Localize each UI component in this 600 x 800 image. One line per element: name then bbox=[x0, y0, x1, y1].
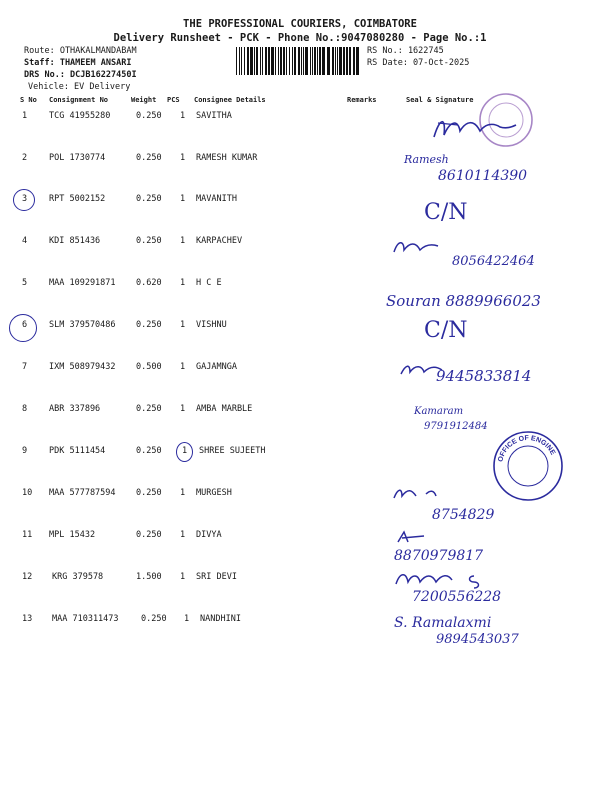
row-consignee: AMBA MARBLE bbox=[196, 404, 253, 414]
barcode-bar bbox=[256, 47, 258, 75]
company-title: THE PROFESSIONAL COURIERS, COIMBATORE bbox=[183, 18, 417, 30]
barcode-bar bbox=[298, 47, 300, 75]
row-pcs: 1 bbox=[180, 530, 186, 540]
row-sno: 4 bbox=[22, 236, 28, 246]
row-weight: 0.620 bbox=[136, 278, 162, 288]
row-consignment: KDI 851436 bbox=[49, 236, 101, 246]
barcode-bar bbox=[244, 47, 245, 75]
col-consignee: Consignee Details bbox=[194, 96, 266, 104]
runsheet-title: Delivery Runsheet - PCK - Phone No.:9047080280 - Page No.:1 bbox=[113, 32, 487, 44]
row-weight: 0.250 bbox=[136, 236, 162, 246]
signature-4 bbox=[390, 236, 442, 258]
barcode-bar bbox=[239, 47, 240, 75]
barcode-bar bbox=[260, 47, 261, 75]
row-sno: 1 bbox=[22, 111, 28, 121]
handwritten-phone: 8610114390 bbox=[438, 168, 528, 184]
col-weight: Weight bbox=[131, 96, 157, 104]
barcode-bar bbox=[314, 47, 316, 75]
barcode-bar bbox=[289, 47, 290, 75]
row-weight: 0.250 bbox=[136, 320, 162, 330]
barcode-bar bbox=[275, 47, 276, 75]
row-consignment: MAA 577787594 bbox=[49, 488, 116, 498]
row-consignment: PDK 5111454 bbox=[49, 446, 106, 456]
row-sno: 10 bbox=[22, 488, 33, 498]
barcode-bar bbox=[286, 47, 287, 75]
stamp-text: OFFICE OF ENGINE bbox=[497, 434, 557, 463]
barcode-bar bbox=[236, 47, 237, 75]
row-weight: 1.500 bbox=[136, 572, 162, 582]
row-consignee: SAVITHA bbox=[196, 111, 232, 121]
row-pcs: 1 bbox=[180, 111, 186, 121]
table-row bbox=[0, 320, 600, 362]
row-pcs: 1 bbox=[180, 153, 186, 163]
row-sno: 13 bbox=[22, 614, 33, 624]
handwritten-phone: 8870979817 bbox=[394, 548, 484, 564]
col-seal-signature: Seal & Signature bbox=[406, 96, 474, 104]
barcode-bar bbox=[265, 47, 267, 75]
barcode-bar bbox=[339, 47, 342, 75]
handwritten-circle bbox=[13, 189, 35, 211]
row-sno: 7 bbox=[22, 362, 28, 372]
barcode-bar bbox=[303, 47, 304, 75]
row-consignee: H C E bbox=[196, 278, 222, 288]
row-consignee: MAVANITH bbox=[196, 194, 237, 204]
barcode-bar bbox=[317, 47, 318, 75]
row-consignment: MAA 710311473 bbox=[52, 614, 119, 624]
row-weight: 0.250 bbox=[136, 404, 162, 414]
row-consignee: VISHNU bbox=[196, 320, 227, 330]
vehicle-label: Vehicle: EV Delivery bbox=[28, 82, 131, 92]
handwritten-name: Kamaram bbox=[414, 406, 464, 417]
row-pcs: 1 bbox=[180, 404, 186, 414]
handwritten-phone: 9894543037 bbox=[436, 632, 519, 647]
row-sno: 9 bbox=[22, 446, 28, 456]
row-consignment: SLM 379570486 bbox=[49, 320, 116, 330]
table-row bbox=[0, 194, 600, 236]
row-pcs: 1 bbox=[184, 614, 190, 624]
row-weight: 0.250 bbox=[141, 614, 167, 624]
barcode-bar bbox=[301, 47, 302, 75]
row-sno: 6 bbox=[22, 320, 28, 330]
row-weight: 0.250 bbox=[136, 530, 162, 540]
handwritten-phone: 8056422464 bbox=[452, 254, 535, 269]
signature-11 bbox=[394, 528, 428, 546]
row-weight: 0.250 bbox=[136, 194, 162, 204]
staff-label: Staff: THAMEEM ANSARI bbox=[24, 58, 132, 68]
barcode-bar bbox=[332, 47, 334, 75]
barcode-bar bbox=[305, 47, 308, 75]
table-row bbox=[0, 530, 600, 572]
row-sno: 5 bbox=[22, 278, 28, 288]
barcode bbox=[236, 47, 362, 75]
barcode-bar bbox=[262, 47, 263, 75]
handwritten-phone: 7200556228 bbox=[412, 589, 502, 605]
row-consignment: POL 1730774 bbox=[49, 153, 106, 163]
row-consignment: KRG 379578 bbox=[52, 572, 104, 582]
row-consignment: RPT 5002152 bbox=[49, 194, 106, 204]
row-pcs: 1 bbox=[180, 320, 186, 330]
row-sno: 11 bbox=[22, 530, 33, 540]
row-pcs: 1 bbox=[180, 278, 186, 288]
row-consignment: TCG 41955280 bbox=[49, 111, 111, 121]
barcode-bar bbox=[349, 47, 351, 75]
row-consignee: RAMESH KUMAR bbox=[196, 153, 258, 163]
row-sno: 8 bbox=[22, 404, 28, 414]
row-weight: 0.250 bbox=[136, 446, 162, 456]
drs-number: DRS No.: DCJB16227450I bbox=[24, 70, 137, 80]
table-row bbox=[0, 572, 600, 614]
rs-number: RS No.: 1622745 bbox=[367, 46, 444, 56]
barcode-bar bbox=[353, 47, 355, 75]
row-consignee: SRI DEVI bbox=[196, 572, 237, 582]
row-weight: 0.500 bbox=[136, 362, 162, 372]
col-sno: S No bbox=[20, 96, 37, 104]
barcode-bar bbox=[346, 47, 348, 75]
row-weight: 0.250 bbox=[136, 153, 162, 163]
handwritten-phone: 8754829 bbox=[432, 507, 495, 523]
row-pcs: 1 bbox=[180, 194, 186, 204]
row-sno: 12 bbox=[22, 572, 33, 582]
row-pcs: 1 bbox=[180, 236, 186, 246]
row-consignment: MAA 109291871 bbox=[49, 278, 116, 288]
barcode-bar bbox=[271, 47, 274, 75]
handwritten-name: Ramesh bbox=[404, 153, 449, 166]
rs-date: RS Date: 07-Oct-2025 bbox=[367, 58, 470, 68]
barcode-bar bbox=[337, 47, 338, 75]
handwritten-circle bbox=[9, 314, 37, 342]
signature-10 bbox=[390, 486, 442, 504]
row-consignment: IXM 508979432 bbox=[49, 362, 116, 372]
barcode-bar bbox=[250, 47, 253, 75]
barcode-bar bbox=[356, 47, 359, 75]
barcode-bar bbox=[254, 47, 255, 75]
row-pcs: 1 bbox=[180, 572, 186, 582]
col-consignment: Consignment No bbox=[49, 96, 109, 104]
row-pcs: 1 bbox=[182, 446, 188, 456]
row-sno: 2 bbox=[22, 153, 28, 163]
row-pcs: 1 bbox=[180, 362, 186, 372]
handwritten-name: S. Ramalaxmi bbox=[394, 615, 492, 631]
barcode-bar bbox=[278, 47, 279, 75]
handwritten-name-phone: Souran 8889966023 bbox=[386, 292, 541, 310]
row-consignee: GAJAMNGA bbox=[196, 362, 237, 372]
barcode-bar bbox=[319, 47, 321, 75]
barcode-bar bbox=[327, 47, 330, 75]
barcode-bar bbox=[292, 47, 293, 75]
barcode-bar bbox=[322, 47, 325, 75]
row-consignee: DIVYA bbox=[196, 530, 222, 540]
office-stamp bbox=[492, 430, 564, 502]
row-consignment: MPL 15432 bbox=[49, 530, 96, 540]
barcode-bar bbox=[312, 47, 313, 75]
route-label: Route: OTHAKALMANDABAM bbox=[24, 46, 137, 56]
row-sno: 3 bbox=[22, 194, 28, 204]
barcode-bar bbox=[294, 47, 296, 75]
col-pcs: PCS bbox=[167, 96, 180, 104]
row-consignee: NANDHINI bbox=[200, 614, 241, 624]
handwritten-note: C/N bbox=[424, 200, 468, 225]
barcode-bar bbox=[283, 47, 285, 75]
row-consignee: SHREE SUJEETH bbox=[199, 446, 266, 456]
col-remarks: Remarks bbox=[347, 96, 377, 104]
barcode-bar bbox=[343, 47, 345, 75]
barcode-bar bbox=[310, 47, 311, 75]
barcode-bar bbox=[335, 47, 336, 75]
handwritten-phone: 9791912484 bbox=[424, 421, 488, 432]
row-weight: 0.250 bbox=[136, 488, 162, 498]
signature-1 bbox=[428, 113, 518, 145]
handwritten-phone: 9445833814 bbox=[436, 367, 532, 385]
barcode-bar bbox=[280, 47, 282, 75]
row-pcs: 1 bbox=[180, 488, 186, 498]
row-weight: 0.250 bbox=[136, 111, 162, 121]
handwritten-note: C/N bbox=[424, 318, 468, 343]
handwritten-circle bbox=[176, 442, 193, 462]
barcode-bar bbox=[247, 47, 249, 75]
barcode-bar bbox=[268, 47, 270, 75]
row-consignee: MURGESH bbox=[196, 488, 232, 498]
row-consignee: KARPACHEV bbox=[196, 236, 243, 246]
row-consignment: ABR 337896 bbox=[49, 404, 101, 414]
barcode-bar bbox=[241, 47, 242, 75]
